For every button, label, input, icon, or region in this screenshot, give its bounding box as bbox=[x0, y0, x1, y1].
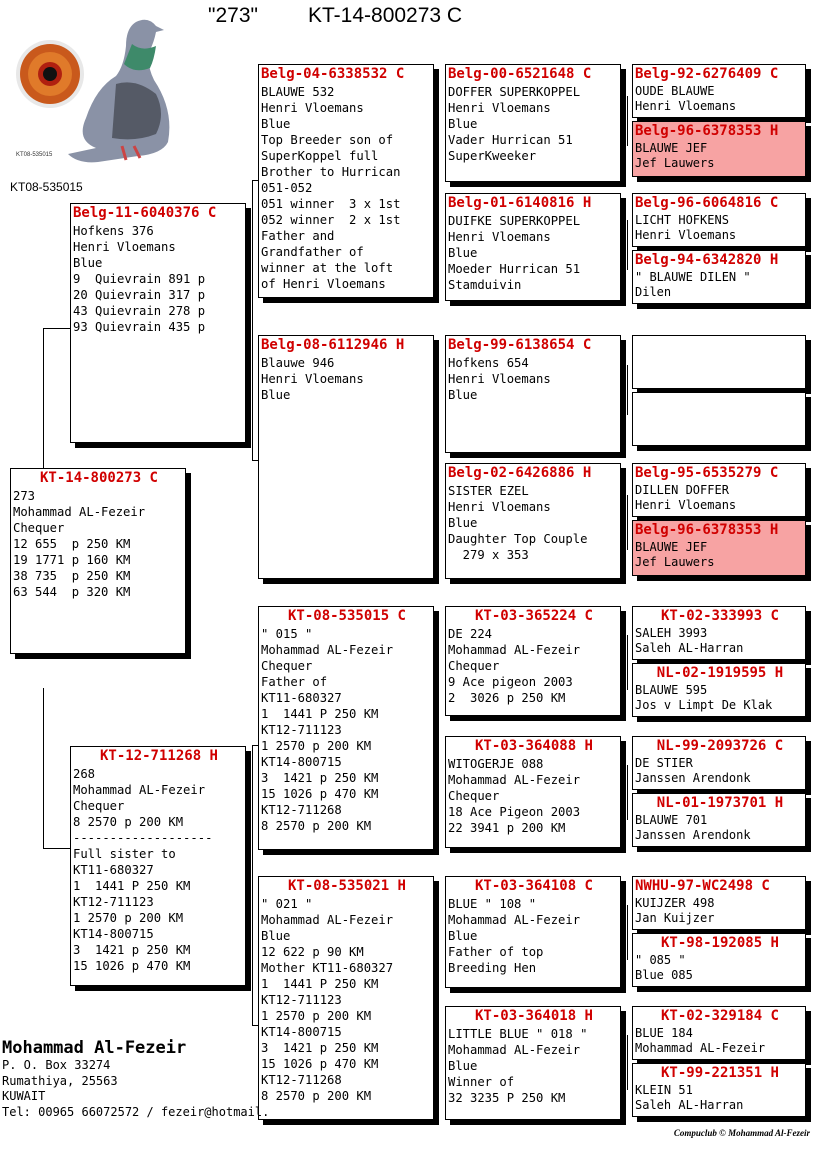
ring-number: Belg-96-6378353 H bbox=[635, 522, 779, 538]
pigeon-info-line: LICHT HOFKENS bbox=[635, 213, 729, 227]
pigeon-info-line: 051 winner 3 x 1st bbox=[261, 197, 401, 211]
pedigree-box-dsd bbox=[445, 736, 621, 848]
pedigree-box-dam bbox=[70, 746, 246, 986]
ring-number: KT-98-192085 H bbox=[660, 935, 779, 951]
pigeon-info-line: Janssen Arendonk bbox=[635, 771, 751, 785]
pigeon-info-line: Jos v Limpt De Klak bbox=[635, 698, 773, 712]
pigeon-info-line: Mohammad AL-Fezeir bbox=[13, 505, 146, 519]
footer-credit: Compuclub © Mohammad Al-Fezeir bbox=[673, 1128, 810, 1138]
pigeon-info-line: 93 Quievrain 435 p bbox=[73, 320, 206, 334]
pigeon-info-line: BLUE 184 bbox=[635, 1026, 693, 1040]
ring-number: Belg-96-6064816 C bbox=[635, 195, 779, 211]
pigeon-info-line: " 021 " bbox=[261, 897, 313, 911]
pigeon-info-line: 3 1421 p 250 KM bbox=[261, 771, 379, 785]
ring-number bbox=[633, 393, 805, 395]
pedigree-box-sss bbox=[445, 64, 621, 182]
pigeon-info-line: BLAUWE 701 bbox=[635, 813, 708, 827]
ring-number: KT-03-364108 C bbox=[474, 878, 593, 894]
pigeon-info-line: Blue bbox=[261, 388, 291, 402]
pedigree-box-g16 bbox=[632, 1063, 806, 1117]
owner-address-line: Rumathiya, 25563 bbox=[2, 1073, 118, 1088]
pigeon-info-line: ------------------- bbox=[73, 831, 213, 845]
pigeon-info-line: 279 x 353 bbox=[448, 548, 529, 562]
pedigree-box-g15 bbox=[632, 1006, 806, 1060]
pigeon-info-line: 9 Quievrain 891 p bbox=[73, 272, 206, 286]
ring-number: KT-02-333993 C bbox=[660, 608, 779, 624]
pigeon-info-line: Mohammad AL-Fezeir bbox=[448, 643, 581, 657]
pigeon-info-line: Grandfather of bbox=[261, 245, 364, 259]
pedigree-box-sds bbox=[445, 335, 621, 453]
connector-line bbox=[252, 745, 253, 1025]
owner-contact-line: Tel: 00965 66072572 / fezeir@hotmail. bbox=[2, 1104, 270, 1119]
pedigree-box-g4 bbox=[632, 250, 806, 304]
pigeon-info-line: Henri Vloemans bbox=[635, 99, 737, 113]
pigeon-info-line: Father of bbox=[261, 675, 328, 689]
ring-number: NL-02-1919595 H bbox=[656, 665, 784, 681]
pigeon-info-line: Moeder Hurrican 51 bbox=[448, 262, 581, 276]
ring-number: Belg-11-6040376 C bbox=[73, 205, 217, 221]
pedigree-box-subject bbox=[10, 468, 186, 654]
connector-line bbox=[627, 220, 628, 270]
ring-number: KT-99-221351 H bbox=[660, 1065, 779, 1081]
pigeon-info-line: 18 Ace Pigeon 2003 bbox=[448, 805, 581, 819]
pigeon-info-line: Blue bbox=[448, 929, 478, 943]
pedigree-box-sdd bbox=[445, 463, 621, 579]
pigeon-info-line: Jan Kuijzer bbox=[635, 911, 715, 925]
ring-number: KT-02-329184 C bbox=[660, 1008, 779, 1024]
pigeon-info-line: BLAUWE JEF bbox=[635, 540, 708, 554]
pedigree-box-g9 bbox=[632, 606, 806, 660]
pedigree-box-g10 bbox=[632, 663, 806, 717]
pedigree-box-g6 bbox=[632, 392, 806, 446]
pigeon-info-line: 12 622 p 90 KM bbox=[261, 945, 364, 959]
owner-address-line: P. O. Box 33274 bbox=[2, 1058, 111, 1072]
pedigree-box-g12 bbox=[632, 793, 806, 847]
pigeon-info-line: KT12-711268 bbox=[261, 803, 342, 817]
ring-number: Belg-04-6338532 C bbox=[261, 66, 405, 82]
owner-address-line: KUWAIT bbox=[2, 1089, 46, 1103]
pigeon-info-line: 19 1771 p 160 KM bbox=[13, 553, 131, 567]
pigeon-info-line: Henri Vloemans bbox=[635, 228, 737, 242]
ring-number: Belg-96-6378353 H bbox=[635, 123, 779, 139]
pedigree-box-dss bbox=[445, 606, 621, 716]
photo-caption: KT08-535015 bbox=[16, 152, 53, 158]
pigeon-info-line: KT12-711268 bbox=[261, 1073, 342, 1087]
ring-number: KT-14-800273 C bbox=[39, 470, 158, 486]
ring-number: NWHU-97-WC2498 C bbox=[635, 878, 770, 894]
pigeon-info-line: 1 1441 P 250 KM bbox=[261, 977, 379, 991]
pigeon-info-line: " 085 " bbox=[635, 953, 686, 967]
photo-ring-label: KT08-535015 bbox=[10, 180, 83, 194]
pigeon-info-line: Vader Hurrican 51 bbox=[448, 133, 573, 147]
pigeon-info-line: BLAUWE 595 bbox=[635, 683, 708, 697]
pigeon-info-line: Henri Vloemans bbox=[448, 500, 551, 514]
pigeon-info-line: Winner of bbox=[448, 1075, 515, 1089]
ring-number: NL-99-2093726 C bbox=[656, 738, 784, 754]
pedigree-box-g5 bbox=[632, 335, 806, 389]
pigeon-info-line: 15 1026 p 470 KM bbox=[261, 1057, 379, 1071]
pigeon-info-line: Blue bbox=[73, 256, 103, 270]
pigeon-info-line: LITTLE BLUE " 018 " bbox=[448, 1027, 588, 1041]
pigeon-info-line: Brother to Hurrican bbox=[261, 165, 401, 179]
ring-number: KT-03-364018 H bbox=[474, 1008, 593, 1024]
pigeon-info-line: Henri Vloemans bbox=[261, 101, 364, 115]
pedigree-box-dds bbox=[445, 876, 621, 988]
pigeon-info-line: 1 2570 p 200 KM bbox=[261, 739, 372, 753]
pigeon-info-line: DUIFKE SUPERKOPPEL bbox=[448, 214, 581, 228]
pigeon-info-line: Saleh AL-Harran bbox=[635, 1098, 744, 1112]
pigeon-info-line: Blue 085 bbox=[635, 968, 693, 982]
pigeon-info-line: 15 1026 p 470 KM bbox=[261, 787, 379, 801]
pigeon-info-line: SuperKweeker bbox=[448, 149, 537, 163]
pigeon-info-line: Henri Vloemans bbox=[448, 230, 551, 244]
pigeon-info-line: Chequer bbox=[73, 799, 125, 813]
pigeon-info-line: DILLEN DOFFER bbox=[635, 483, 729, 497]
pigeon-info-line: Mother KT11-680327 bbox=[261, 961, 394, 975]
pigeon-info-line: Blue bbox=[261, 117, 291, 131]
pigeon-info-line: BLAUWE 532 bbox=[261, 85, 335, 99]
pigeon-info-line: Blue bbox=[448, 388, 478, 402]
pigeon-info-line: 1 1441 P 250 KM bbox=[261, 707, 379, 721]
pigeon-info-line: Stamduivin bbox=[448, 278, 522, 292]
pigeon-info-line: Blue bbox=[448, 246, 478, 260]
pigeon-info-line: Henri Vloemans bbox=[635, 498, 737, 512]
ring-number: Belg-92-6276409 C bbox=[635, 66, 779, 82]
pigeon-info-line: Henri Vloemans bbox=[448, 101, 551, 115]
connector-line bbox=[252, 180, 253, 460]
ring-number: KT-08-535021 H bbox=[287, 878, 406, 894]
pigeon-info-line: DE STIER bbox=[635, 756, 693, 770]
pedigree-box-g8 bbox=[632, 520, 806, 576]
pedigree-box-g3 bbox=[632, 193, 806, 247]
pigeon-info-line: 051-052 bbox=[261, 181, 313, 195]
pigeon-info-line: Chequer bbox=[448, 789, 500, 803]
pigeon-info-line: WITOGERJE 088 bbox=[448, 757, 544, 771]
ring-number: Belg-08-6112946 H bbox=[261, 337, 405, 353]
ring-number: Belg-94-6342820 H bbox=[635, 252, 779, 268]
ring-number: KT-12-711268 H bbox=[99, 748, 218, 764]
pigeon-info-line: BLUE " 108 " bbox=[448, 897, 537, 911]
pigeon-info-line: SALEH 3993 bbox=[635, 626, 708, 640]
pigeon-info-line: OUDE BLAUWE bbox=[635, 84, 715, 98]
connector-line bbox=[438, 398, 439, 530]
pigeon-info-line: Jef Lauwers bbox=[635, 156, 715, 170]
pigeon-info-line: Henri Vloemans bbox=[73, 240, 176, 254]
pigeon-info-line: KT12-711123 bbox=[261, 993, 342, 1007]
pedigree-box-g13 bbox=[632, 876, 806, 930]
pigeon-info-line: Henri Vloemans bbox=[261, 372, 364, 386]
connector-line bbox=[43, 328, 44, 469]
pigeon-info-line: Daughter Top Couple bbox=[448, 532, 588, 546]
header-ring-number: KT-14-800273 C bbox=[308, 4, 463, 27]
pigeon-info-line: Mohammad AL-Fezeir bbox=[261, 643, 394, 657]
pigeon-info-line: KT12-711123 bbox=[261, 723, 342, 737]
connector-line bbox=[627, 96, 628, 146]
pigeon-info-line: KT14-800715 bbox=[73, 927, 154, 941]
pigeon-name: "273" bbox=[208, 4, 258, 27]
owner-name: Mohammad Al-Fezeir bbox=[2, 1038, 187, 1058]
pigeon-info-line: Blue bbox=[448, 117, 478, 131]
pigeon-info-line: 8 2570 p 200 KM bbox=[73, 815, 184, 829]
pigeon-info-line: Jef Lauwers bbox=[635, 555, 715, 569]
pigeon-info-line: 3 1421 p 250 KM bbox=[261, 1041, 379, 1055]
pedigree-box-dd bbox=[258, 876, 434, 1120]
pigeon-info-line: Father and bbox=[261, 229, 335, 243]
pigeon-info-line: 63 544 p 320 KM bbox=[13, 585, 131, 599]
pigeon-info-line: Blue bbox=[261, 929, 291, 943]
pigeon-info-line: Chequer bbox=[448, 659, 500, 673]
pigeon-info-line: 38 735 p 250 KM bbox=[13, 569, 131, 583]
pigeon-info-line: SISTER EZEL bbox=[448, 484, 529, 498]
pigeon-info-line: winner at the loft bbox=[261, 261, 394, 275]
pigeon-info-line: 32 3235 P 250 KM bbox=[448, 1091, 566, 1105]
ring-number: Belg-00-6521648 C bbox=[448, 66, 592, 82]
ring-number bbox=[633, 336, 805, 338]
pigeon-info-line: 43 Quievrain 278 p bbox=[73, 304, 206, 318]
pigeon-info-line: 268 bbox=[73, 767, 96, 781]
pigeon-info-line: Breeding Hen bbox=[448, 961, 537, 975]
pigeon-info-line: Mohammad AL-Fezeir bbox=[635, 1041, 766, 1055]
pigeon-info-line: Full sister to bbox=[73, 847, 176, 861]
ring-number: NL-01-1973701 H bbox=[656, 795, 784, 811]
pigeon-info-line: Hofkens 654 bbox=[448, 356, 529, 370]
ring-number: Belg-01-6140816 H bbox=[448, 195, 592, 211]
ring-number: Belg-95-6535279 C bbox=[635, 465, 779, 481]
pigeon-info-line: of Henri Vloemans bbox=[261, 277, 386, 291]
ring-number: KT-03-364088 H bbox=[474, 738, 593, 754]
connector-line bbox=[438, 120, 439, 240]
pigeon-info-line: Dilen bbox=[635, 285, 672, 299]
pedigree-box-g14 bbox=[632, 933, 806, 987]
pedigree-box-ss bbox=[258, 64, 434, 298]
pigeon-info-line: 1 1441 P 250 KM bbox=[73, 879, 191, 893]
pigeon-info-line: 3 1421 p 250 KM bbox=[73, 943, 191, 957]
owner-block bbox=[2, 1038, 269, 1120]
pigeon-info-line: Chequer bbox=[261, 659, 313, 673]
pigeon-info-line: 8 2570 p 200 KM bbox=[261, 819, 372, 833]
pigeon-info-line: KT11-680327 bbox=[261, 691, 342, 705]
pedigree-box-ddd bbox=[445, 1006, 621, 1120]
pigeon-info-line: " 015 " bbox=[261, 627, 313, 641]
pedigree-box-g2 bbox=[632, 121, 806, 177]
pigeon-info-line: KLEIN 51 bbox=[635, 1083, 693, 1097]
connector-line bbox=[438, 660, 439, 790]
pedigree-box-sd bbox=[258, 335, 434, 579]
pigeon-info-line: BLAUWE JEF bbox=[635, 141, 708, 155]
pigeon-info-line: 20 Quievrain 317 p bbox=[73, 288, 206, 302]
ring-number: Belg-02-6426886 H bbox=[448, 465, 592, 481]
connector-line bbox=[627, 1035, 628, 1090]
connector-line bbox=[43, 688, 44, 848]
pigeon-info-line: Hofkens 376 bbox=[73, 224, 154, 238]
connector-line bbox=[627, 365, 628, 415]
connector-line bbox=[43, 328, 71, 329]
connector-line bbox=[43, 848, 71, 849]
pigeon-info-line: 8 2570 p 200 KM bbox=[261, 1089, 372, 1103]
pedigree-box-g1 bbox=[632, 64, 806, 118]
pigeon-info-line: Saleh AL-Harran bbox=[635, 641, 744, 655]
pigeon-info-line: SuperKoppel full bbox=[261, 149, 379, 163]
pigeon-info-line: Mohammad AL-Fezeir bbox=[261, 913, 394, 927]
pigeon-info-line: Blauwe 946 bbox=[261, 356, 335, 370]
pigeon-photo bbox=[10, 14, 170, 164]
pigeon-info-line: Mohammad AL-Fezeir bbox=[73, 783, 206, 797]
ring-number: KT-03-365224 C bbox=[474, 608, 593, 624]
pigeon-info-line: DOFFER SUPERKOPPEL bbox=[448, 85, 581, 99]
pigeon-info-line: DE 224 bbox=[448, 627, 493, 641]
ring-number: KT-08-535015 C bbox=[287, 608, 406, 624]
pigeon-info-line: 273 bbox=[13, 489, 36, 503]
pigeon-info-line: Mohammad AL-Fezeir bbox=[448, 1043, 581, 1057]
pigeon-info-line: 9 Ace pigeon 2003 bbox=[448, 675, 573, 689]
connector-line bbox=[627, 495, 628, 550]
pigeon-info-line: Chequer bbox=[13, 521, 65, 535]
connector-line bbox=[627, 765, 628, 820]
pigeon-info-line: 12 655 p 250 KM bbox=[13, 537, 131, 551]
pigeon-info-line: 1 2570 p 200 KM bbox=[73, 911, 184, 925]
pigeon-info-line: " BLAUWE DILEN " bbox=[635, 270, 751, 284]
pigeon-info-line: KT12-711123 bbox=[73, 895, 154, 909]
pigeon-info-line: 052 winner 2 x 1st bbox=[261, 213, 401, 227]
pedigree-box-g7 bbox=[632, 463, 806, 517]
pedigree-box-g11 bbox=[632, 736, 806, 790]
pigeon-info-line: Janssen Arendonk bbox=[635, 828, 751, 842]
connector-line bbox=[627, 905, 628, 960]
pigeon-info-line: KT11-680327 bbox=[73, 863, 154, 877]
connector-line bbox=[627, 635, 628, 690]
pigeon-info-line: Henri Vloemans bbox=[448, 372, 551, 386]
pigeon-info-line: 22 3941 p 200 KM bbox=[448, 821, 566, 835]
pigeon-info-line: KT14-800715 bbox=[261, 755, 342, 769]
pedigree-box-ds bbox=[258, 606, 434, 850]
pigeon-info-line: 1 2570 p 200 KM bbox=[261, 1009, 372, 1023]
pigeon-info-line: Mohammad AL-Fezeir bbox=[448, 913, 581, 927]
pigeon-info-line: Mohammad AL-Fezeir bbox=[448, 773, 581, 787]
pigeon-info-line: Blue bbox=[448, 516, 478, 530]
pigeon-info-line: Top Breeder son of bbox=[261, 133, 394, 147]
pigeon-info-line: Father of top bbox=[448, 945, 544, 959]
pigeon-info-line: KT14-800715 bbox=[261, 1025, 342, 1039]
pigeon-info-line: Blue bbox=[448, 1059, 478, 1073]
pedigree-box-sire bbox=[70, 203, 246, 443]
pigeon-info-line: 15 1026 p 470 KM bbox=[73, 959, 191, 973]
connector-line bbox=[438, 930, 439, 1060]
pigeon-info-line: 2 3026 p 250 KM bbox=[448, 691, 566, 705]
pedigree-box-ssd bbox=[445, 193, 621, 301]
ring-number: Belg-99-6138654 C bbox=[448, 337, 592, 353]
pigeon-info-line: KUIJZER 498 bbox=[635, 896, 715, 910]
